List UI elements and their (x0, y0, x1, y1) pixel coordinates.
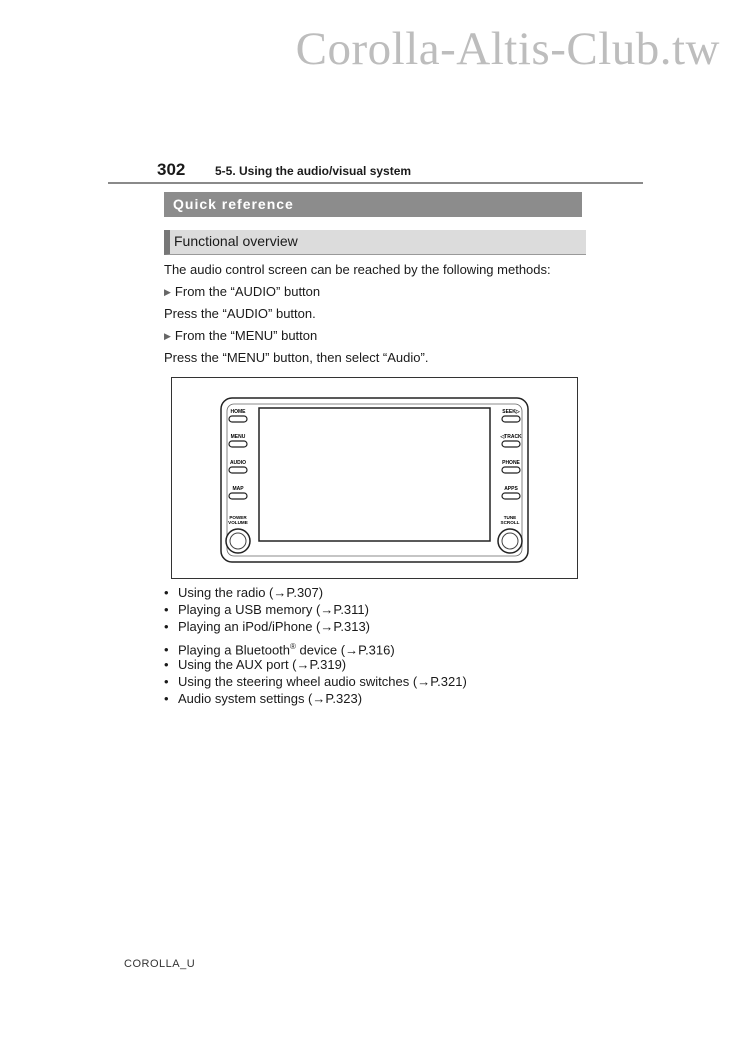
arrow-icon: → (312, 691, 326, 706)
method-menu-heading-text: From the “MENU” button (174, 328, 318, 343)
list-item-text: ) (357, 691, 363, 706)
arrow-icon: → (296, 657, 310, 672)
left-button-label: HOME (230, 409, 246, 415)
bullet-dot: • (164, 585, 169, 600)
list-item-text: Using the radio ( (178, 585, 274, 600)
right-button-label: SEEK▷ (502, 409, 520, 415)
page-reference: P.311 (333, 602, 365, 617)
right-hard-button (502, 441, 520, 447)
functional-overview-heading: Functional overview (164, 230, 586, 255)
header-rule (108, 182, 643, 184)
list-item (164, 673, 467, 690)
scroll-label: SCROLL (500, 520, 520, 525)
tune-knob-inner (502, 533, 518, 549)
list-item-text: ) (318, 585, 324, 600)
arrow-icon: → (273, 585, 287, 600)
intro-text: The audio control screen can be reached by the following methods: (164, 262, 551, 277)
list-item-text: ) (341, 657, 347, 672)
page-reference: P.316 (358, 642, 391, 658)
list-item-text: Playing a Bluetooth (178, 642, 291, 658)
left-button-label: MENU (230, 434, 246, 440)
audio-unit-illustration (172, 378, 577, 578)
bullet-dot: • (164, 642, 169, 658)
right-button-label: ◁TRACK (500, 434, 522, 440)
volume-knob-inner (230, 533, 246, 549)
left-hard-button (229, 467, 247, 473)
list-item (164, 656, 467, 673)
method-menu-text: Press the “MENU” button, then select “Audio”. (164, 350, 429, 365)
footer-code: COROLLA_U (124, 958, 196, 970)
list-item-text: ) (462, 674, 467, 689)
list-item-text: Audio system settings ( (178, 691, 313, 706)
arrow-icon: → (320, 619, 334, 634)
right-button-label: APPS (504, 486, 518, 492)
method-audio-heading-text: From the “AUDIO” button (174, 284, 321, 299)
page-reference: P.323 (325, 691, 358, 706)
watermark: Corolla-Altis-Club.tw (295, 23, 720, 75)
list-item (164, 584, 467, 601)
page-reference: P.313 (333, 619, 366, 634)
right-hard-button (502, 493, 520, 499)
list-item-text: Using the AUX port ( (178, 657, 297, 672)
display-screen (259, 408, 490, 541)
list-item-text: ) (365, 619, 371, 634)
right-hard-button (502, 467, 520, 473)
method-menu-heading (164, 328, 317, 343)
list-item (164, 635, 467, 656)
tune-label: TUNE (503, 515, 517, 520)
list-item (164, 690, 467, 707)
left-button-label: MAP (232, 486, 244, 492)
volume-label: VOLUME (228, 520, 248, 525)
list-item-text: Using the steering wheel audio switches ( (178, 674, 418, 689)
left-hard-button (229, 416, 247, 422)
page-reference: P.319 (309, 657, 342, 672)
list-item-text: Playing an iPod/iPhone ( (178, 619, 321, 634)
triangle-icon: ▶ (164, 287, 171, 297)
right-button-label: PHONE (502, 460, 520, 466)
bullet-dot: • (164, 691, 169, 706)
power-label: POWER (229, 515, 247, 520)
list-item-text: ) (390, 642, 395, 658)
list-item-text: ) (364, 602, 370, 617)
audio-unit-figure (171, 377, 578, 579)
bullet-dot: • (164, 674, 169, 689)
left-hard-button (229, 441, 247, 447)
feature-list (164, 584, 467, 707)
page-reference: P.307 (286, 585, 319, 600)
right-hard-button (502, 416, 520, 422)
left-button-label: AUDIO (229, 460, 247, 466)
arrow-icon: → (345, 642, 359, 658)
page-reference: P.321 (430, 674, 463, 689)
list-item (164, 601, 467, 618)
method-audio-text: Press the “AUDIO” button. (164, 306, 316, 321)
arrow-icon: → (320, 602, 334, 617)
triangle-icon: ▶ (164, 331, 171, 341)
page-number: 302 (157, 160, 186, 179)
left-hard-button (229, 493, 247, 499)
bullet-dot: • (164, 619, 169, 634)
section-title: 5-5. Using the audio/visual system (215, 164, 412, 178)
method-audio-heading (164, 284, 320, 299)
arrow-icon: → (417, 674, 431, 689)
list-item-text: device ( (295, 642, 346, 658)
bullet-dot: • (164, 602, 169, 617)
quick-reference-heading: Quick reference (164, 192, 582, 217)
list-item (164, 618, 467, 635)
list-item-text: Playing a USB memory ( (178, 602, 321, 617)
registered-mark: ® (290, 642, 296, 651)
bullet-dot: • (164, 657, 169, 672)
